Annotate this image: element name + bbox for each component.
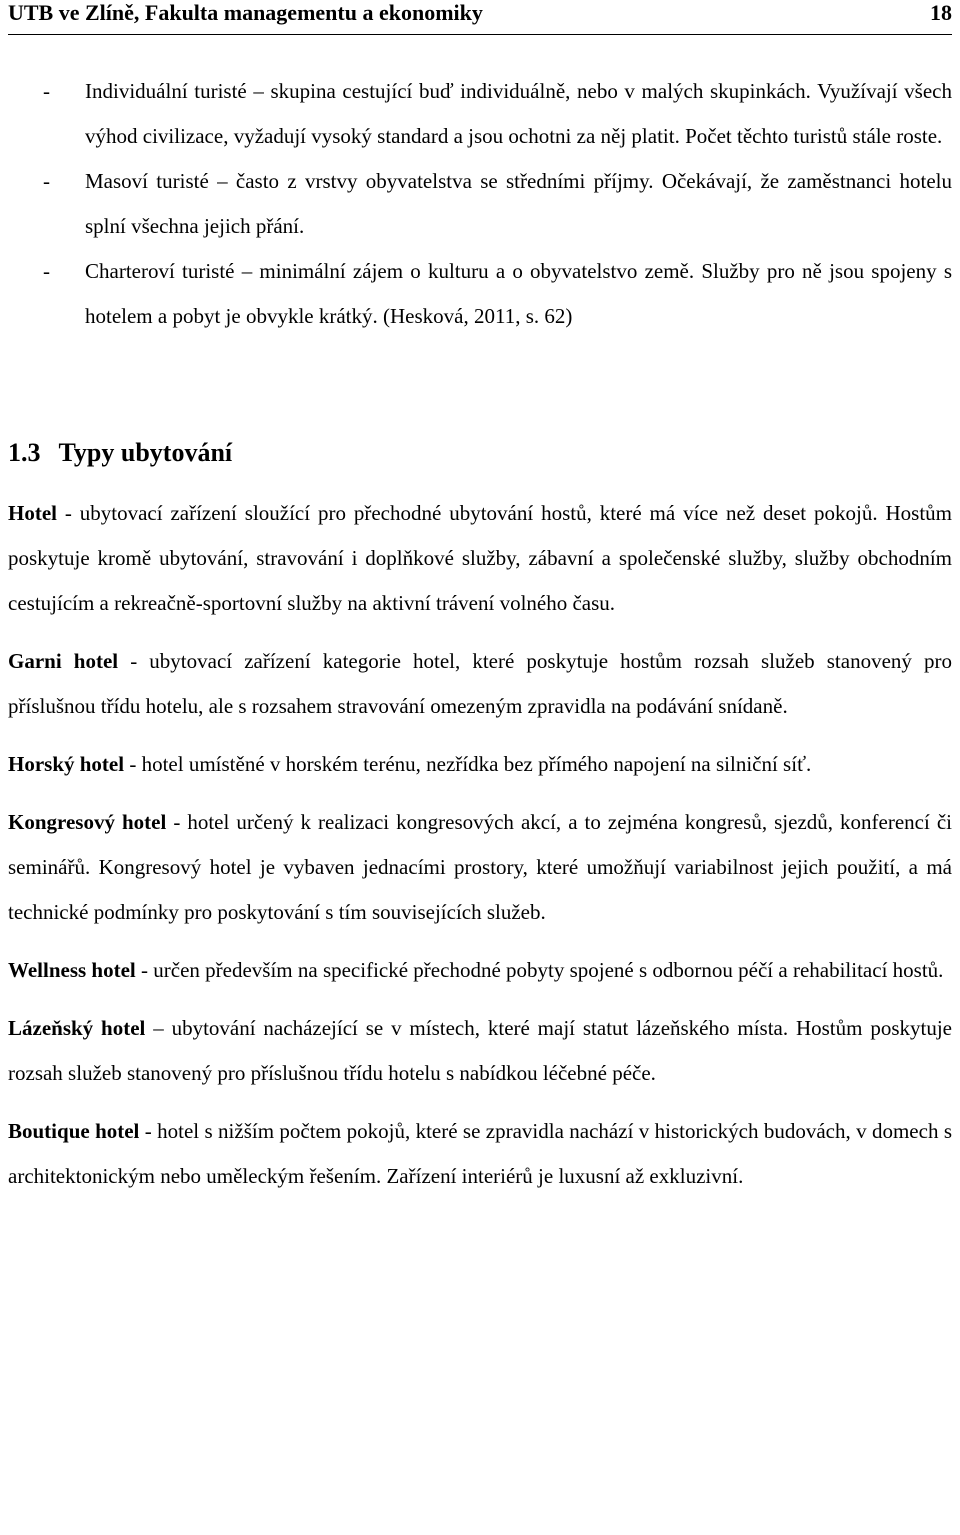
definition-term: Lázeňský hotel <box>8 1016 146 1040</box>
page-content <box>8 69 952 1199</box>
section-number: 1.3 <box>8 438 41 467</box>
list-item-text: Individuální turisté – skupina cestující buď individuálně, nebo v malých skupinkách. Využívají všech výhod civilizace, vyžadují vysoký standard a jsou ochotni za něj platit. Počet těchto turistů stále roste. <box>85 79 952 148</box>
definition-text: - ubytovací zařízení kategorie hotel, které poskytuje hostům rozsah služeb stanovený pro příslušnou třídu hotelu, ale s rozsahem stravování omezeným zpravidla na podávání snídaně. <box>8 649 953 718</box>
section-title: Typy ubytování <box>58 438 233 467</box>
page-number: 18 <box>930 0 952 25</box>
list-dash: - <box>43 169 50 193</box>
definition-text: – ubytování nacházející se v místech, které mají statut lázeňského místa. Hostům poskytuje rozsah služeb stanovený pro příslušnou třídu hotelu s nabídkou léčebné péče. <box>8 1016 952 1085</box>
header-title: UTB ve Zlíně, Fakulta managementu a ekonomiky <box>8 0 483 25</box>
definition-paragraph <box>8 948 952 993</box>
definition-term: Garni hotel <box>8 649 119 673</box>
definition-term: Wellness hotel <box>8 958 136 982</box>
definition-paragraph <box>8 491 952 626</box>
definition-text: - hotel umístěné v horském terénu, nezřídka bez přímého napojení na silniční síť. <box>124 752 812 776</box>
list-item <box>8 249 952 339</box>
list-dash: - <box>43 79 50 103</box>
definition-paragraph <box>8 639 952 729</box>
list-item-text: Charteroví turisté – minimální zájem o kulturu a o obyvatelstvo země. Služby pro ně jsou spojeny s hotelem a pobyt je obvykle krátký. (Hesková, 2011, s. 62) <box>85 259 952 328</box>
definition-term: Boutique hotel <box>8 1119 140 1143</box>
page-header <box>8 0 952 35</box>
definition-paragraph <box>8 742 952 787</box>
definition-term: Hotel <box>8 501 57 525</box>
definition-term: Kongresový hotel <box>8 810 167 834</box>
definition-text: - hotel s nižším počtem pokojů, které se zpravidla nachází v historických budovách, v domech s architektonickým nebo uměleckým řešením. Zařízení interiérů je luxusní až exkluzivní. <box>8 1119 952 1188</box>
definition-paragraph <box>8 800 952 935</box>
definition-text: - ubytovací zařízení sloužící pro přechodné ubytování hostů, které má více než deset pokojů. Hostům poskytuje kromě ubytování, stravování i doplňkové služby, zábavní a společenské služby, služby obchodním cestujícím a rekreačně-sportovní služby na aktivní trávení volného času. <box>8 501 952 615</box>
list-item <box>8 159 952 249</box>
list-dash: - <box>43 259 50 283</box>
list-item <box>8 69 952 159</box>
definition-text: - hotel určený k realizaci kongresových akcí, a to zejména kongresů, sjezdů, konferencí či seminářů. Kongresový hotel je vybaven jednacími prostory, které umožňují variabilnost jejich použití, a má technické podmínky pro poskytování s tím souvisejících služeb. <box>8 810 952 924</box>
definition-term: Horský hotel <box>8 752 125 776</box>
definition-paragraph <box>8 1006 952 1096</box>
section-heading <box>8 433 952 478</box>
definition-paragraph <box>8 1109 952 1199</box>
definition-text: - určen především na specifické přechodné pobyty spojené s odbornou péčí a rehabilitací hostů. <box>135 958 944 982</box>
list-item-text: Masoví turisté – často z vrstvy obyvatelstva se středními příjmy. Očekávají, že zaměstnanci hotelu splní všechna jejich přání. <box>85 169 952 238</box>
